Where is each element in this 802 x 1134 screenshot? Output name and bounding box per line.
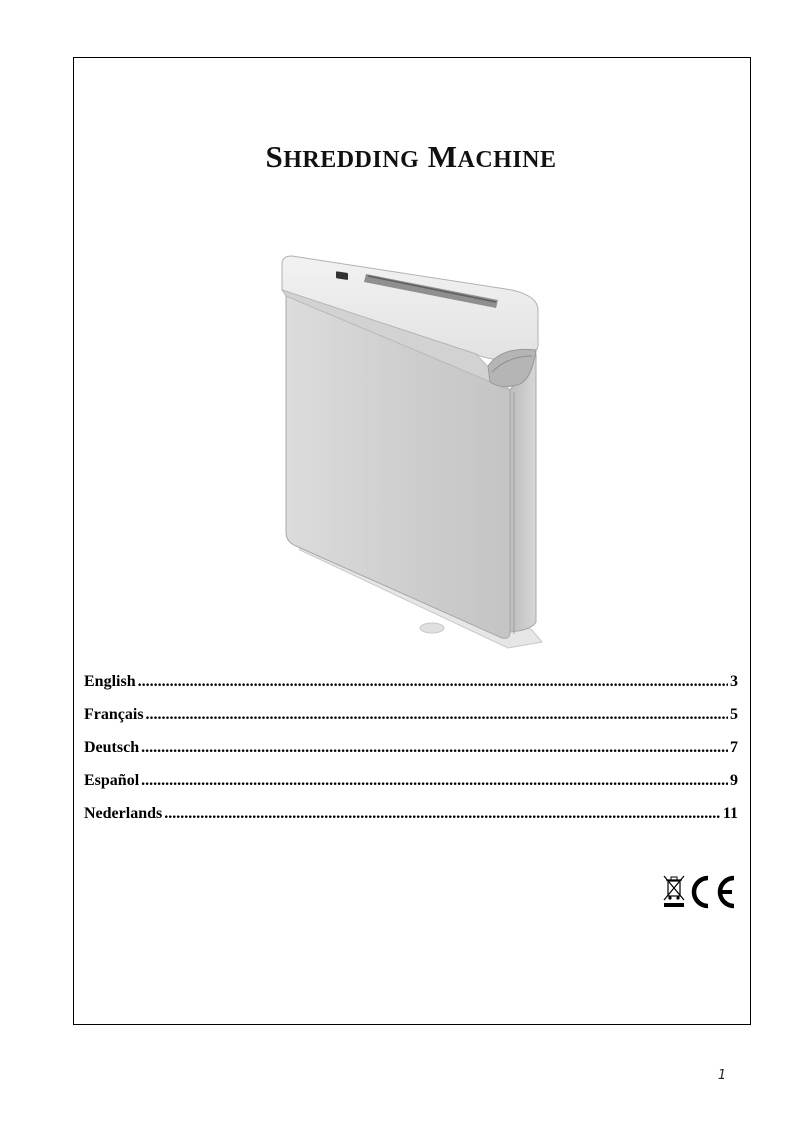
toc-page: 7 xyxy=(730,739,738,756)
title-rest-1: HREDDING xyxy=(283,147,420,173)
page-number: 1 xyxy=(717,1068,727,1083)
shredder-illustration xyxy=(270,250,560,660)
compliance-marks xyxy=(662,872,738,910)
ce-mark-icon xyxy=(694,878,734,906)
crossed-out-bin-icon xyxy=(664,876,684,907)
toc-page: 11 xyxy=(722,805,738,822)
toc-leader-dots xyxy=(164,805,721,823)
toc-label: Français xyxy=(84,706,144,723)
toc-page: 3 xyxy=(730,673,738,690)
document-title xyxy=(0,138,802,175)
title-cap-2: M xyxy=(427,139,458,174)
toc-page: 5 xyxy=(730,706,738,723)
toc-leader-dots xyxy=(141,739,728,757)
toc-label: Español xyxy=(84,772,140,789)
toc-entry-english xyxy=(84,673,738,695)
toc-entry-francais xyxy=(84,706,738,728)
toc-entry-nederlands xyxy=(84,805,738,827)
table-of-contents xyxy=(84,673,738,838)
title-cap-1: S xyxy=(265,139,284,174)
toc-entry-deutsch xyxy=(84,739,738,761)
title-rest-2: ACHINE xyxy=(457,147,557,173)
toc-leader-dots xyxy=(141,772,728,790)
toc-label: English xyxy=(84,673,136,690)
toc-leader-dots xyxy=(138,673,728,691)
toc-label: Deutsch xyxy=(84,739,140,756)
toc-entry-espanol xyxy=(84,772,738,794)
toc-leader-dots xyxy=(146,706,728,724)
toc-page: 9 xyxy=(730,772,738,789)
toc-label: Nederlands xyxy=(84,805,163,822)
